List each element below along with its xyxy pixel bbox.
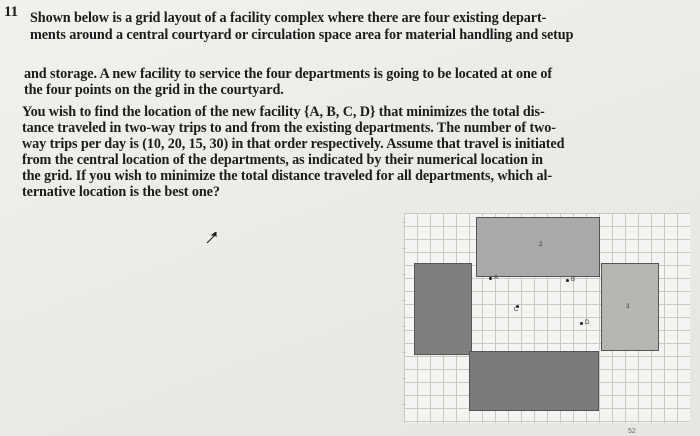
problem-number: 11 — [4, 4, 19, 20]
point-a-label: A — [494, 275, 499, 281]
point-a-marker — [489, 277, 492, 280]
problem-text-line: tance traveled in two-way trips to and from the existing departments. The number of two- — [22, 120, 556, 136]
problem-text-line: the grid. If you wish to minimize the total distance traveled for all departments, which al- — [22, 168, 553, 184]
problem-text-line: way trips per day is (10, 20, 15, 30) in that order respectively. Assume that travel is initiated — [22, 136, 565, 152]
department-2-block — [476, 217, 600, 277]
department-4-block — [469, 351, 599, 411]
cursor-icon — [206, 232, 218, 244]
problem-text-line: from the central location of the departments, as indicated by their numerical location in — [22, 152, 543, 168]
department-2-label: 2 — [539, 242, 543, 248]
point-b-marker — [566, 279, 569, 282]
department-3-label: 3 — [626, 304, 630, 310]
problem-text-line: ternative location is the best one? — [22, 184, 220, 200]
problem-text-line: Shown below is a grid layout of a facility complex where there are four existing depart- — [30, 10, 547, 26]
page-number: 52 — [628, 428, 636, 435]
point-d-label: D — [585, 320, 590, 326]
department-3-block — [601, 263, 659, 351]
point-c-label: C — [514, 307, 519, 313]
problem-text-line: ments around a central courtyard or circulation space area for material handling and setup — [30, 27, 574, 43]
problem-text-line: You wish to find the location of the new facility {A, B, C, D} that minimizes the total dis- — [22, 104, 545, 120]
problem-text-line: the four points on the grid in the courtyard. — [24, 82, 284, 98]
point-d-marker — [580, 322, 583, 325]
facility-grid-figure: — — — — — — — — 2 3 A B C D — [398, 205, 694, 436]
department-1-block — [414, 263, 472, 355]
point-b-label: B — [571, 277, 576, 283]
problem-text-line: and storage. A new facility to service the four departments is going to be located at one of — [24, 66, 553, 82]
